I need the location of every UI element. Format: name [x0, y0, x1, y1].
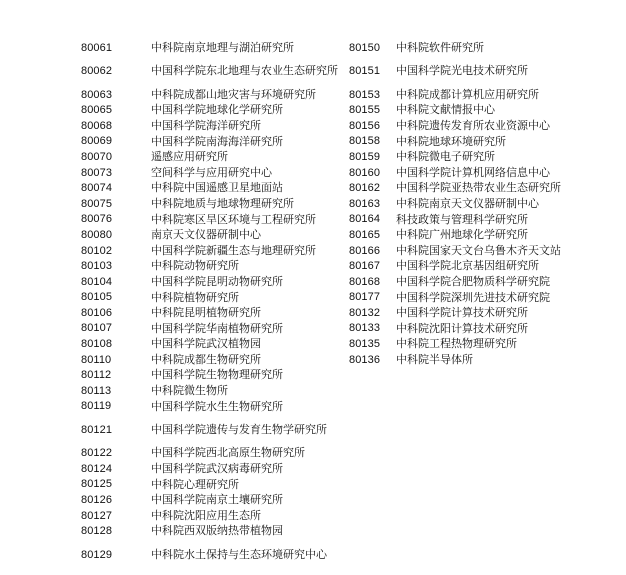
institute-name: 中科院沈阳应用生态所: [151, 508, 261, 522]
institute-code: 80106: [81, 306, 113, 319]
institute-row: [81, 212, 343, 228]
institute-code: 80102: [81, 244, 113, 257]
institute-name: 中国科学院华南植物研究所: [151, 321, 283, 335]
institute-name: 中国科学院计算机网络信息中心: [396, 165, 550, 179]
institute-name: 中科院寒区旱区环境与工程研究所: [151, 212, 316, 226]
institute-row: [349, 258, 619, 274]
left-column: [81, 40, 343, 570]
institute-row: [81, 165, 343, 181]
institute-row: [81, 305, 343, 321]
institute-name: 中科院国家天文台乌鲁木齐天文站: [396, 243, 561, 257]
institute-row: [81, 87, 343, 103]
institute-row: [81, 414, 343, 445]
institute-name: 中科院中国遥感卫星地面站: [151, 181, 283, 195]
institute-code: 80073: [81, 166, 113, 179]
institute-code: 80112: [81, 369, 112, 382]
institute-name: 中国科学院北京基因组研究所: [396, 259, 539, 273]
institute-code: 80126: [81, 494, 113, 507]
institute-row: [81, 399, 343, 415]
institute-row: [349, 290, 619, 306]
institute-row: [81, 40, 343, 56]
institute-name: 中国科学院武汉植物园: [151, 337, 261, 351]
institute-name: 中国科学院光电技术研究所: [396, 64, 528, 78]
institute-code: 80159: [349, 150, 381, 163]
institute-name: 南京天文仪器研制中心: [151, 228, 261, 242]
institute-row: [81, 492, 343, 508]
institute-code: 80122: [81, 447, 113, 460]
institute-code: 80150: [349, 41, 381, 54]
institute-name: 中科院半导体所: [396, 352, 473, 366]
institute-code: 80125: [81, 478, 113, 491]
institute-row: [81, 508, 343, 524]
institute-row: [81, 290, 343, 306]
institute-row: [81, 367, 343, 383]
institute-code: 80160: [349, 166, 381, 179]
institute-row: [81, 352, 343, 368]
institute-name: 中科院昆明植物研究所: [151, 306, 261, 320]
institute-row: [349, 305, 619, 321]
institute-code: 80136: [349, 353, 381, 366]
institute-row: [81, 477, 343, 493]
institute-row: [81, 258, 343, 274]
institute-row: [349, 118, 619, 134]
institute-code: 80119: [81, 400, 112, 413]
institute-code: 80162: [349, 182, 381, 195]
institute-name: 中科院工程热物理研究所: [396, 337, 517, 351]
institute-code: 80061: [81, 41, 113, 54]
institute-name: 中国科学院遗传与发育生物学研究所: [151, 423, 327, 437]
institute-code: 80104: [81, 275, 113, 288]
institute-name: 中国科学院地球化学研究所: [151, 103, 283, 117]
institute-code: 80108: [81, 338, 113, 351]
institute-code: 80062: [81, 65, 113, 78]
institute-code: 80164: [349, 213, 381, 226]
institute-name: 中国科学院海洋研究所: [151, 118, 261, 132]
institute-code: 80113: [81, 384, 112, 397]
institute-code: 80121: [81, 423, 113, 436]
institute-row: [81, 461, 343, 477]
institute-name: 中科院成都计算机应用研究所: [396, 87, 539, 101]
institute-code: 80168: [349, 275, 381, 288]
institute-code: 80135: [349, 338, 381, 351]
institute-name: 空间科学与应用研究中心: [151, 165, 272, 179]
institute-code: 80166: [349, 244, 381, 257]
institute-code: 80177: [349, 291, 381, 304]
institute-name: 中国科学院计算技术研究所: [396, 306, 528, 320]
institute-name: 中国科学院东北地理与农业生态研究所: [151, 64, 338, 78]
institute-code: 80129: [81, 548, 113, 561]
institute-code: 80103: [81, 260, 113, 273]
institute-code: 80069: [81, 135, 113, 148]
institute-code: 80153: [349, 88, 381, 101]
institute-row: [349, 212, 619, 228]
institute-name: 中国科学院生物物理研究所: [151, 368, 283, 382]
institute-name: 中国科学院武汉病毒研究所: [151, 462, 283, 476]
institute-name: 中科院微电子研究所: [396, 150, 495, 164]
institute-code: 80132: [349, 306, 381, 319]
institute-code: 80165: [349, 228, 381, 241]
institute-name: 中科院地质与地球物理研究所: [151, 196, 294, 210]
institute-row: [349, 149, 619, 165]
institute-code: 80065: [81, 104, 113, 117]
institute-code: 80075: [81, 197, 113, 210]
institute-name: 中科院植物研究所: [151, 290, 239, 304]
institute-name: 科技政策与管理科学研究所: [396, 212, 528, 226]
institute-name: 中科院软件研究所: [396, 41, 484, 54]
institute-row: [81, 523, 343, 539]
institute-name: 中科院南京天文仪器研制中心: [396, 196, 539, 210]
institute-name: 中科院沈阳计算技术研究所: [396, 321, 528, 335]
institute-row: [81, 243, 343, 259]
institute-row: [349, 243, 619, 259]
institute-row: [349, 87, 619, 103]
institute-code: 80163: [349, 197, 381, 210]
institute-name: 中国科学院亚热带农业生态研究所: [396, 181, 561, 195]
institute-row: [81, 227, 343, 243]
institute-name: 中科院水土保持与生态环境研究中心: [151, 547, 327, 561]
institute-name: 中科院动物研究所: [151, 259, 239, 273]
institute-code: 80151: [349, 65, 381, 78]
institute-row: [81, 56, 343, 87]
institute-code: 80158: [349, 135, 381, 148]
institute-row: [349, 196, 619, 212]
institute-name: 中国科学院南海海洋研究所: [151, 134, 283, 148]
institute-row: [81, 118, 343, 134]
institute-name: 中科院广州地球化学研究所: [396, 228, 528, 242]
right-column: [349, 40, 619, 367]
institute-name: 中国科学院南京土壤研究所: [151, 493, 283, 507]
institute-row: [81, 539, 343, 570]
institute-row: [81, 383, 343, 399]
institute-name: 中科院西双版纳热带植物园: [151, 524, 283, 538]
institute-code: 80074: [81, 182, 113, 195]
institute-row: [349, 352, 619, 368]
institute-row: [349, 321, 619, 337]
institute-code: 80110: [81, 353, 112, 366]
institute-row: [349, 102, 619, 118]
institute-name: 中科院文献情报中心: [396, 103, 495, 117]
institute-row: [349, 180, 619, 196]
institute-code: 80155: [349, 104, 381, 117]
institute-name: 中国科学院新疆生态与地理研究所: [151, 243, 316, 257]
institute-name: 中国科学院水生生物研究所: [151, 399, 283, 413]
institute-name: 遥感应用研究所: [151, 150, 228, 164]
institute-row: [349, 56, 619, 87]
institute-row: [349, 40, 619, 56]
institute-code: 80063: [81, 88, 113, 101]
institute-row: [349, 336, 619, 352]
institute-row: [349, 165, 619, 181]
institute-row: [349, 134, 619, 150]
institute-code: 80167: [349, 260, 381, 273]
institute-row: [81, 445, 343, 461]
institute-code: 80080: [81, 228, 113, 241]
institute-code: 80105: [81, 291, 113, 304]
institute-code: 80107: [81, 322, 113, 335]
institute-code: 80068: [81, 119, 113, 132]
institute-name: 中国科学院昆明动物研究所: [151, 274, 283, 288]
institute-code: 80070: [81, 150, 113, 163]
institute-row: [349, 274, 619, 290]
institute-row: [81, 149, 343, 165]
institute-code: 80156: [349, 119, 381, 132]
institute-code: 80133: [349, 322, 381, 335]
institute-name: 中科院地球环境研究所: [396, 134, 506, 148]
institute-name: 中科院微生物所: [151, 384, 228, 398]
institute-row: [81, 180, 343, 196]
institute-row: [81, 102, 343, 118]
institute-name: 中科院遗传发育所农业资源中心: [396, 118, 550, 132]
institute-name: 中科院成都生物研究所: [151, 352, 261, 366]
institute-code: 80124: [81, 462, 113, 475]
institute-code: 80128: [81, 525, 113, 538]
institute-row: [81, 134, 343, 150]
institute-name: 中国科学院西北高原生物研究所: [151, 446, 305, 460]
institute-row: [81, 196, 343, 212]
institute-name: 中科院成都山地灾害与环境研究所: [151, 87, 316, 101]
institute-row: [81, 336, 343, 352]
institute-row: [81, 274, 343, 290]
institute-code: 80076: [81, 213, 113, 226]
institute-name: 中科院南京地理与湖泊研究所: [151, 41, 294, 54]
institute-row: [81, 321, 343, 337]
institute-name: 中国科学院深圳先进技术研究院: [396, 290, 550, 304]
institute-name: 中科院心理研究所: [151, 477, 239, 491]
institute-name: 中国科学院合肥物质科学研究院: [396, 274, 550, 288]
institute-code: 80127: [81, 509, 113, 522]
institute-row: [349, 227, 619, 243]
